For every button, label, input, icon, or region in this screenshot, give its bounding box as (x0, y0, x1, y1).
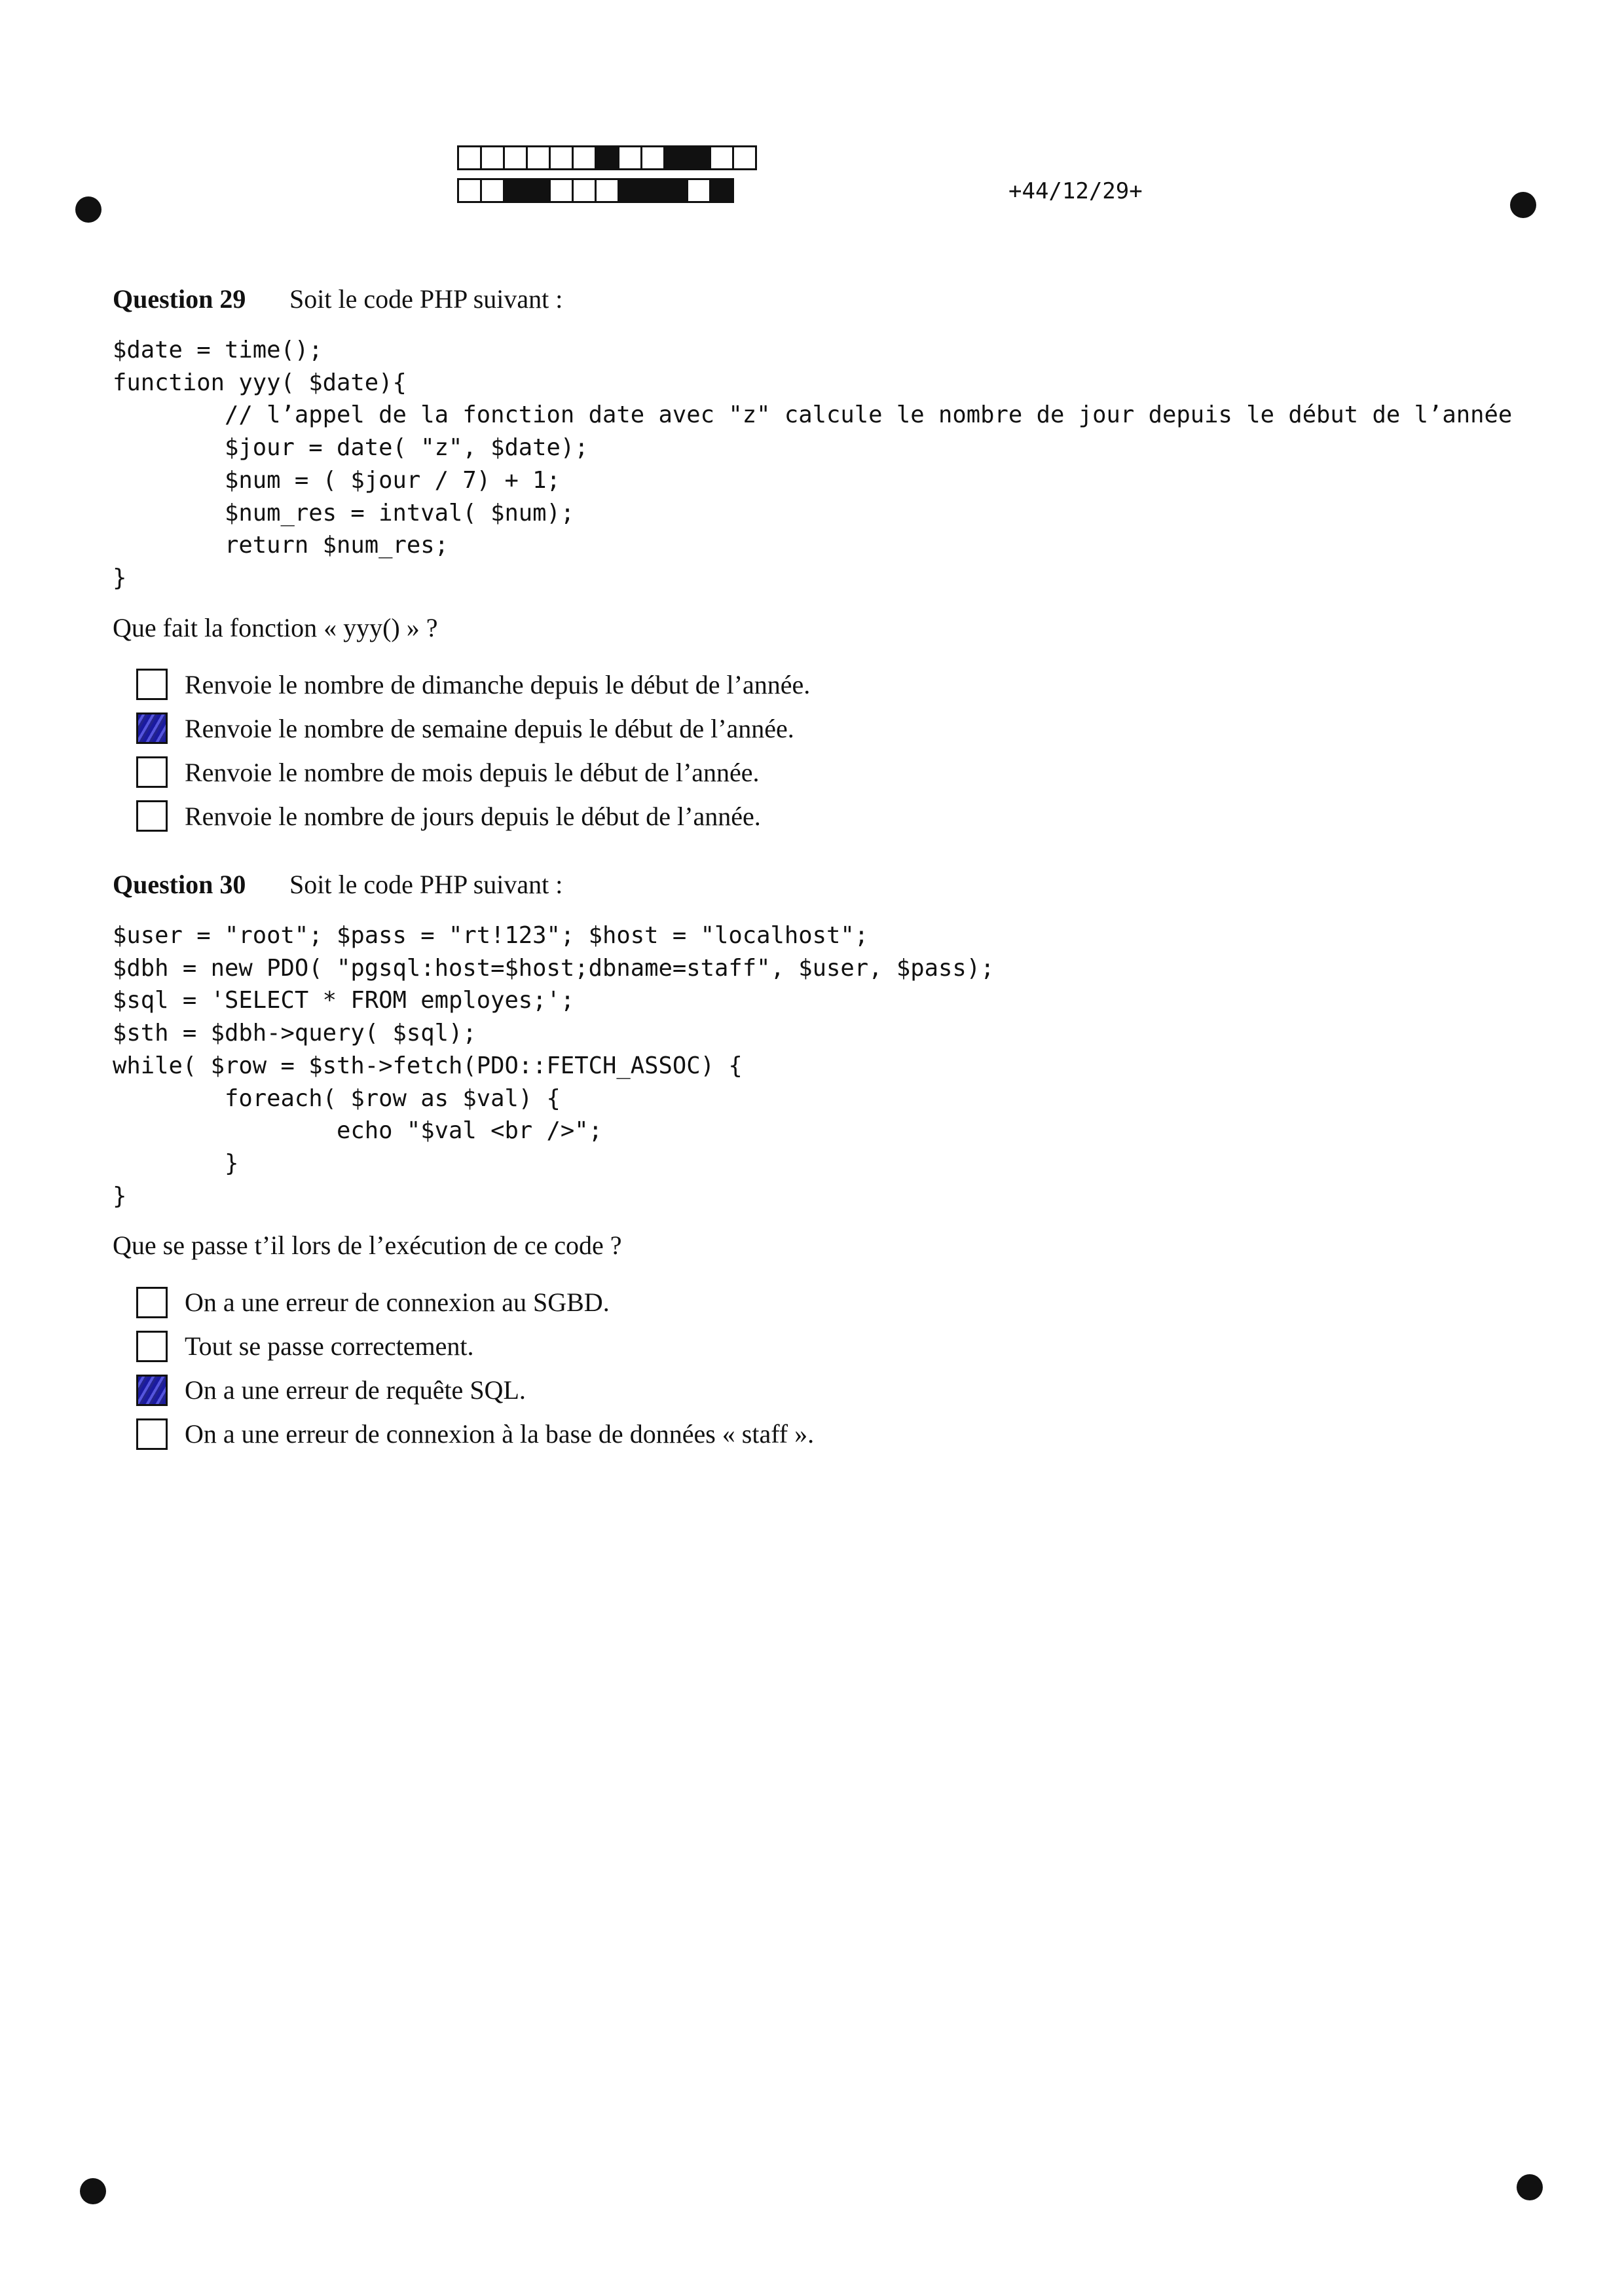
answer-text: Renvoie le nombre de mois depuis le début de l’année. (185, 757, 760, 787)
answer-checkbox[interactable] (136, 756, 168, 788)
barcode-cell (480, 145, 505, 170)
barcode-cell (595, 145, 619, 170)
answer-option (136, 794, 1553, 838)
question-label: Question 29 (113, 284, 246, 314)
answer-text: On a une erreur de connexion à la base de données « staff ». (185, 1419, 815, 1449)
answer-option (136, 1280, 1553, 1324)
barcode-cell (457, 145, 482, 170)
id-barcode-row-1 (457, 145, 755, 170)
question-header (113, 283, 1553, 316)
barcode-cell (572, 178, 597, 203)
barcode-cell (480, 178, 505, 203)
answer-option (136, 707, 1553, 750)
question-30 (113, 868, 1553, 1456)
answer-checkbox[interactable] (136, 1331, 168, 1362)
barcode-cell (572, 145, 597, 170)
question-label: Question 30 (113, 870, 246, 899)
barcode-cell (549, 145, 574, 170)
barcode-cell (709, 145, 734, 170)
code-block: $date = time(); function yyy( $date){ // l’appel de la fonction date avec "z" calcule le nombre de jour depuis le début de l’année $jour = date( "z", $date); $num = ( $jour / 7) + 1; $num_res = intval( $num); return $num_res; } (113, 337, 1513, 591)
answer-checkbox[interactable] (136, 800, 168, 832)
barcode-cell (686, 145, 711, 170)
answer-option (136, 750, 1553, 794)
answer-text: On a une erreur de connexion au SGBD. (185, 1287, 610, 1318)
answer-checkbox[interactable] (136, 1418, 168, 1450)
barcode-cell (732, 145, 757, 170)
barcode-cell (663, 178, 688, 203)
question-prompt: Que se passe t’il lors de l’exécution de ce code ? (113, 1231, 622, 1261)
question-29 (113, 283, 1553, 838)
answer-text: Tout se passe correctement. (185, 1331, 474, 1361)
answer-checkbox[interactable] (136, 1375, 168, 1406)
barcode-cell (526, 145, 551, 170)
barcode-cell (549, 178, 574, 203)
registration-mark-bottom-left (80, 2178, 106, 2204)
answer-list (136, 1280, 1553, 1456)
question-header (113, 868, 1553, 901)
answer-option (136, 663, 1553, 707)
barcode-cell (457, 178, 482, 203)
answer-option (136, 1412, 1553, 1456)
answer-list (136, 663, 1553, 838)
barcode-cell (503, 145, 528, 170)
answer-text: On a une erreur de requête SQL. (185, 1375, 526, 1405)
barcode-cell (595, 178, 619, 203)
page-identifier: +44/12/29+ (1008, 178, 1143, 204)
answer-text: Renvoie le nombre de dimanche depuis le début de l’année. (185, 669, 811, 699)
id-barcode-row-2 (457, 178, 732, 203)
barcode-cell (686, 178, 711, 203)
answer-checkbox[interactable] (136, 713, 168, 744)
registration-mark-top-left (75, 196, 101, 223)
answer-checkbox[interactable] (136, 1287, 168, 1318)
registration-mark-top-right (1510, 192, 1536, 218)
answer-option (136, 1324, 1553, 1368)
barcode-cell (526, 178, 551, 203)
answer-option (136, 1368, 1553, 1412)
barcode-cell (709, 178, 734, 203)
barcode-cell (618, 178, 642, 203)
registration-mark-bottom-right (1517, 2174, 1543, 2200)
barcode-cell (618, 145, 642, 170)
barcode-cell (640, 178, 665, 203)
barcode-cell (503, 178, 528, 203)
barcode-cell (663, 145, 688, 170)
answer-checkbox[interactable] (136, 669, 168, 700)
answer-text: Renvoie le nombre de semaine depuis le début de l’année. (185, 713, 794, 743)
question-intro: Soit le code PHP suivant : (289, 870, 563, 899)
question-intro: Soit le code PHP suivant : (289, 284, 563, 314)
answer-text: Renvoie le nombre de jours depuis le début de l’année. (185, 801, 761, 831)
code-block: $user = "root"; $pass = "rt!123"; $host = "localhost"; $dbh = new PDO( "pgsql:host=$host;dbname=staff", $user, $pass); $sql = 'SELECT * FROM employes;'; $sth = $dbh->query( $sql); while( $row = $sth->fetch(PDO::FETCH_ASSOC) { foreach( $row as $val) { echo "$val <br />"; } } (113, 922, 995, 1210)
question-prompt: Que fait la fonction « yyy() » ? (113, 612, 438, 642)
barcode-cell (640, 145, 665, 170)
